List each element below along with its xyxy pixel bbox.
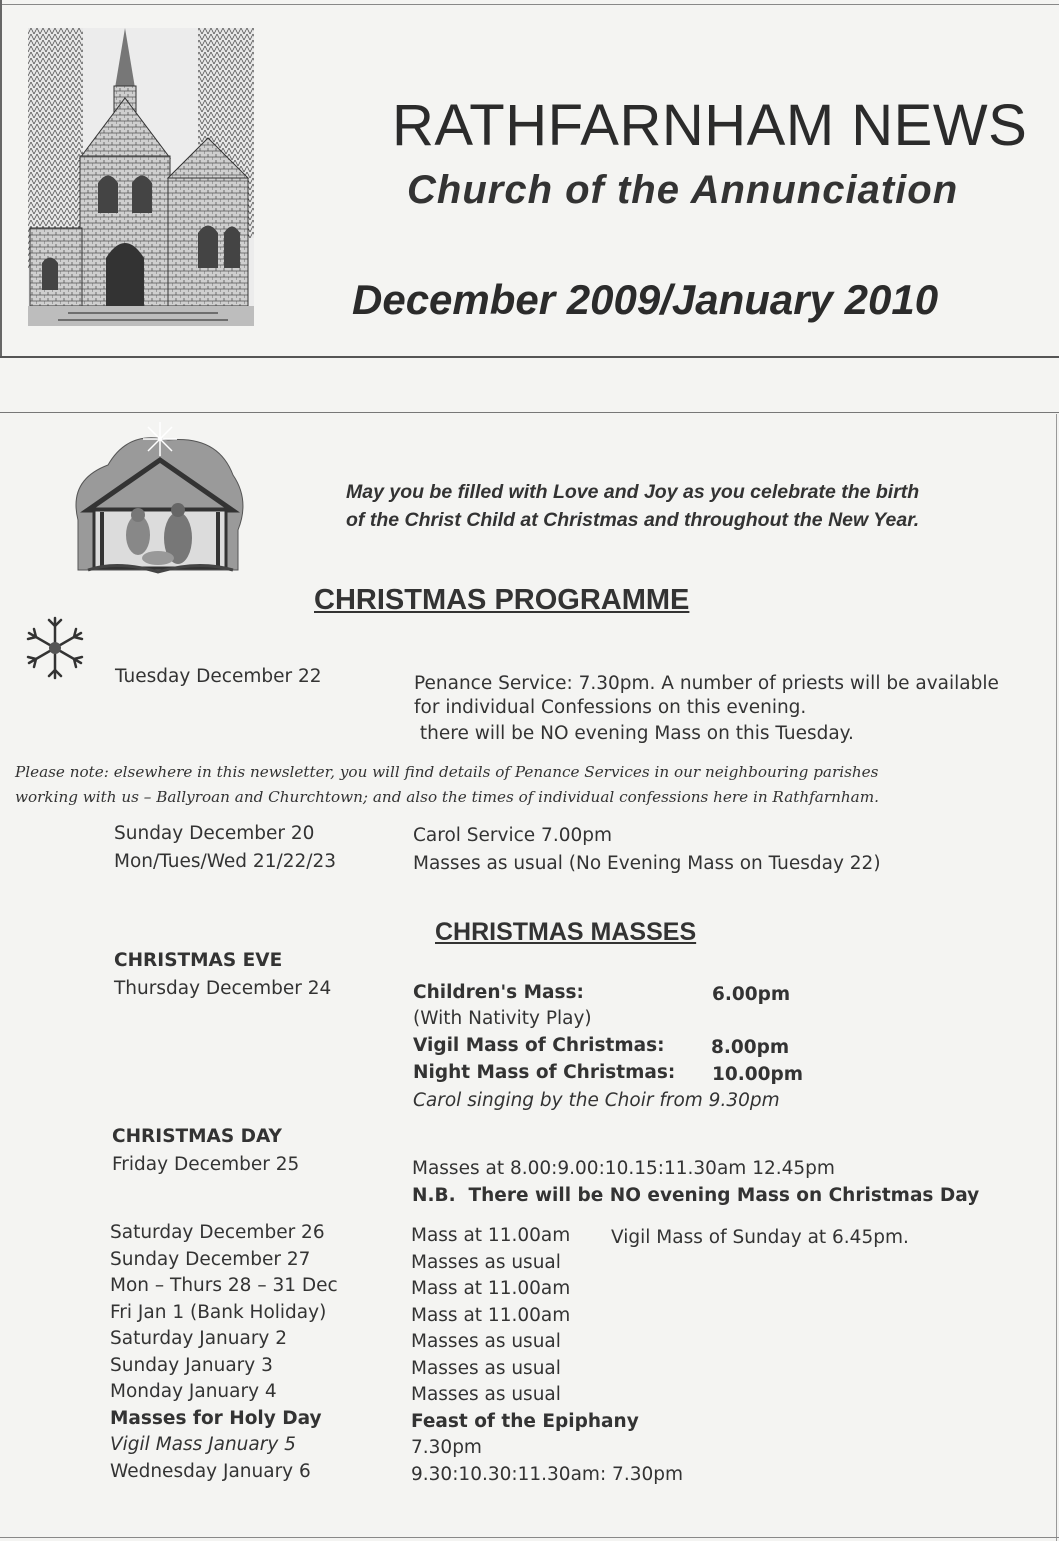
schedule-date: Saturday December 26 [110,1222,325,1243]
childrens-mass-label: Children's Mass: [413,982,584,1003]
church-name: Church of the Annunciation [407,168,959,212]
childrens-mass-time: 6.00pm [712,984,791,1005]
masthead-divider-top [0,356,1059,358]
sunday-vigil-mass: Vigil Mass of Sunday at 6.45pm. [611,1227,909,1248]
vigil-mass-label: Vigil Mass of Christmas: [413,1035,665,1056]
schedule-event: Mass at 11.00am [411,1278,571,1299]
schedule-date: Masses for Holy Day [110,1407,322,1429]
note-line: Please note: elsewhere in this newsletter, you will find details of Penance Services in our neighbouring parishes [15,763,879,781]
schedule-dates [110,1220,338,1485]
schedule-date: Wednesday January 6 [110,1460,311,1482]
schedule-date: Mon – Thurs 28 – 31 Dec [110,1275,338,1296]
bottom-border [0,1537,1059,1538]
christmas-day-times: Masses at 8.00:9.00:10.15:11.30am 12.45pm [412,1158,835,1179]
christmas-eve-label: CHRISTMAS EVE [114,950,283,971]
weekday-masses-date: Mon/Tues/Wed 21/22/23 [114,851,337,872]
penance-line: there will be NO evening Mass on this Tuesday. [414,723,854,744]
greeting-line: of the Christ Child at Christmas and throughout the New Year. [346,509,920,531]
greeting-line: May you be filled with Love and Joy as you celebrate the birth [346,481,920,503]
christmas-day-label: CHRISTMAS DAY [112,1126,282,1147]
penance-note [15,760,879,810]
schedule-event: Masses as usual [411,1331,561,1352]
schedule-event: Mass at 11.00am [411,1225,571,1246]
nativity-illustration [68,420,250,576]
schedule-event: 9.30:10.30:11.30am: 7.30pm [411,1463,684,1485]
schedule-event: 7.30pm [411,1437,482,1458]
schedule-date: Monday January 4 [110,1381,277,1402]
left-border [0,0,2,356]
schedule-date: Vigil Mass January 5 [110,1434,296,1455]
schedule-event: Masses as usual [411,1251,561,1273]
carol-singing-note: Carol singing by the Choir from 9.30pm [413,1090,780,1111]
right-border [1056,414,1057,1541]
newsletter-title: RATHFARNHAM NEWS [392,93,1028,158]
penance-date: Tuesday December 22 [115,666,322,687]
vigil-mass-time: 8.00pm [711,1037,790,1058]
issue-date: December 2009/January 2010 [352,276,939,323]
masthead-divider-bottom [0,412,1059,413]
schedule-event: Mass at 11.00am [411,1304,571,1326]
night-mass-label: Night Mass of Christmas: [413,1062,676,1083]
penance-details [414,671,999,748]
schedule-event: Masses as usual [411,1357,561,1379]
christmas-greeting [346,478,1046,534]
night-mass-time: 10.00pm [712,1064,804,1085]
schedule-event: Feast of the Epiphany [411,1410,639,1432]
schedule-events [411,1223,683,1488]
schedule-date: Sunday December 27 [110,1248,311,1270]
carol-service-date: Sunday December 20 [114,823,315,844]
christmas-eve-date: Thursday December 24 [114,978,332,999]
carol-service-event: Carol Service 7.00pm [413,825,613,846]
christmas-day-nb: N.B. There will be NO evening Mass on Christmas Day [412,1185,980,1206]
church-illustration [28,28,254,326]
schedule-date: Fri Jan 1 (Bank Holiday) [110,1301,327,1323]
christmas-masses-heading: CHRISTMAS MASSES [435,918,697,946]
penance-line: for individual Confessions on this evening. [414,696,807,718]
penance-line: Penance Service: 7.30pm. A number of priests will be available [414,673,999,694]
weekday-masses-event: Masses as usual (No Evening Mass on Tuesday 22) [413,853,881,874]
snowflake-icon [16,614,94,682]
schedule-date: Sunday January 3 [110,1354,273,1376]
christmas-programme-heading: CHRISTMAS PROGRAMME [314,584,690,616]
schedule-event: Masses as usual [411,1384,561,1405]
top-border [0,4,1059,5]
nativity-play-note: (With Nativity Play) [413,1008,592,1029]
christmas-day-date: Friday December 25 [112,1154,300,1175]
note-line: working with us – Ballyroan and Churchtown; and also the times of individual confessions here in Rathfarnham. [15,788,879,806]
schedule-date: Saturday January 2 [110,1328,288,1349]
